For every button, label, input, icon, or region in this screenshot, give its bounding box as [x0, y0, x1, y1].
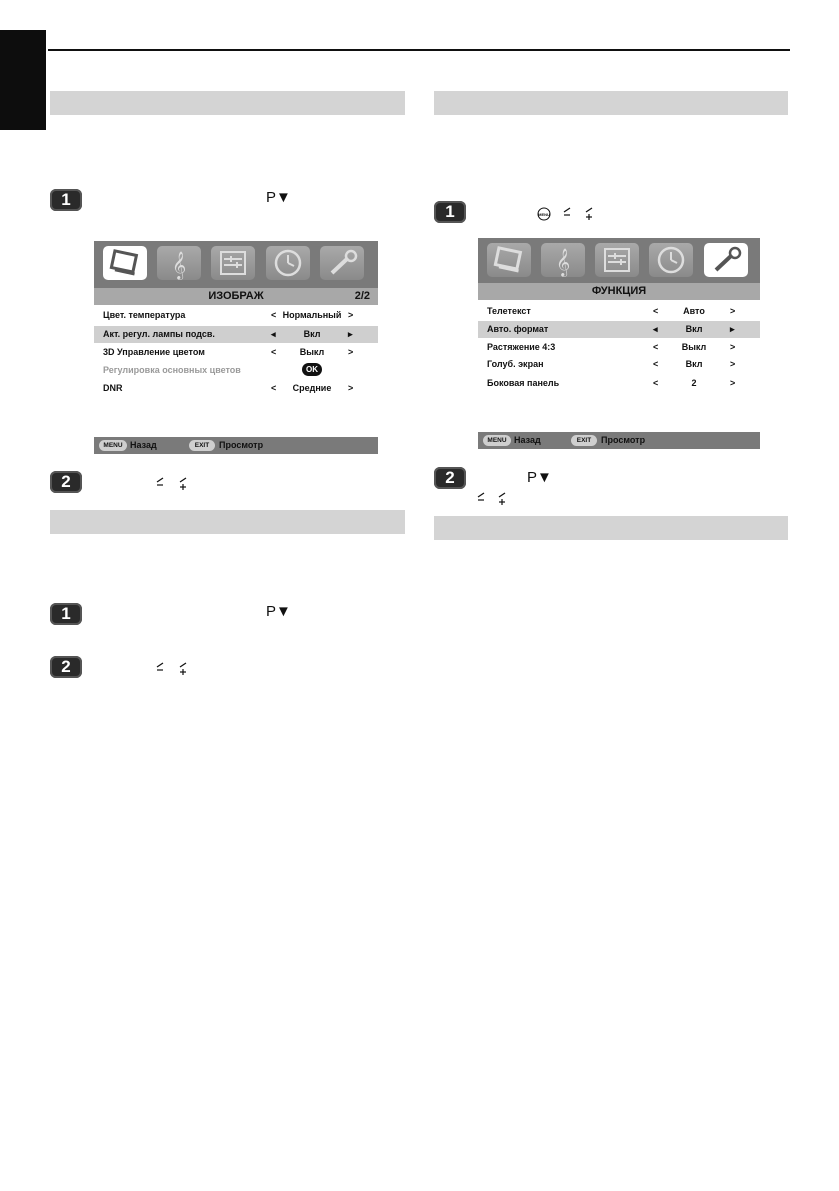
menu-row-color-temperature[interactable]: [94, 307, 378, 324]
row-value: Нормальный: [282, 310, 342, 320]
picture-tab-icon: [487, 243, 531, 277]
back-label: Назад: [130, 440, 157, 450]
volume-down-icon: [156, 477, 165, 491]
row-label: Телетекст: [487, 306, 531, 316]
row-right-arrow[interactable]: >: [730, 378, 736, 388]
setup-tab-icon: [211, 246, 255, 280]
row-right-arrow[interactable]: ▸: [348, 329, 353, 339]
row-label: 3D Управление цветом: [103, 347, 205, 357]
row-label: Цвет. температура: [103, 310, 186, 320]
ok-button-icon[interactable]: OK: [302, 363, 322, 376]
top-rule: [48, 49, 790, 51]
back-label: Назад: [514, 435, 541, 445]
row-label: DNR: [103, 383, 123, 393]
view-label: Просмотр: [219, 440, 264, 450]
step-2-badge: 2: [50, 471, 82, 493]
sound-tab-icon: [541, 243, 585, 277]
row-right-arrow[interactable]: >: [730, 306, 736, 316]
row-left-arrow[interactable]: <: [653, 342, 659, 352]
row-label: Боковая панель: [487, 378, 560, 388]
svg-text:MENU: MENU: [538, 212, 550, 217]
volume-up-icon: [179, 662, 188, 676]
row-left-arrow[interactable]: <: [271, 383, 277, 393]
function-tab-icon: [320, 246, 364, 280]
menu-page-number: 2/2: [354, 290, 370, 302]
menu-key-pill[interactable]: MENU: [99, 440, 127, 451]
menu-row-side-panel[interactable]: [478, 375, 760, 392]
menu-row-blue-screen[interactable]: [478, 356, 760, 373]
row-right-arrow[interactable]: >: [348, 310, 354, 320]
menu-title-bar: [94, 288, 378, 305]
menu-bottom-bar: [94, 437, 378, 454]
row-right-arrow[interactable]: ▸: [730, 324, 735, 334]
row-left-arrow[interactable]: <: [271, 310, 277, 320]
menu-row-3d-color-management[interactable]: [94, 344, 378, 361]
row-right-arrow[interactable]: >: [348, 347, 354, 357]
row-value: 2: [691, 378, 697, 388]
row-value: Средние: [292, 383, 332, 393]
row-left-arrow[interactable]: <: [653, 359, 659, 369]
row-value: Авто: [683, 306, 705, 316]
view-label: Просмотр: [601, 435, 646, 445]
row-left-arrow[interactable]: <: [653, 378, 659, 388]
picture-menu-screenshot: [94, 241, 378, 454]
language-side-tab: [0, 30, 46, 130]
p-down-glyph: P▼: [266, 603, 291, 620]
row-label: Растяжение 4:3: [487, 342, 556, 352]
menu-row-auto-format[interactable]: [478, 321, 760, 338]
row-label: Авто. формат: [487, 324, 549, 334]
section-bar-right-1: [434, 91, 788, 115]
picture-tab-icon: [103, 246, 147, 280]
section-bar-left-2: [50, 510, 405, 534]
setup-tab-icon: [595, 243, 639, 277]
volume-down-icon: [563, 207, 572, 221]
svg-text:𝄞: 𝄞: [172, 251, 187, 279]
menu-row-stretch-4-3[interactable]: [478, 339, 760, 356]
svg-text:𝄞: 𝄞: [556, 248, 571, 276]
function-menu-screenshot: [478, 238, 760, 450]
menu-key-pill[interactable]: MENU: [483, 435, 511, 446]
menu-icon-strip: [478, 238, 760, 283]
menu-bottom-bar: [478, 432, 760, 449]
volume-up-icon: [498, 492, 507, 506]
volume-down-icon: [477, 492, 486, 506]
row-value: Выкл: [299, 347, 325, 357]
step-1-badge-right: 1: [434, 201, 466, 223]
exit-key-pill[interactable]: EXIT: [189, 440, 215, 451]
menu-icon-strip: [94, 241, 378, 288]
row-left-arrow[interactable]: ◂: [271, 329, 276, 339]
p-down-glyph: P▼: [266, 189, 291, 206]
row-value: Вкл: [685, 359, 703, 369]
row-left-arrow[interactable]: <: [653, 306, 659, 316]
section-bar-right-2: [434, 516, 788, 540]
row-label: Голуб. экран: [487, 359, 544, 369]
step-2-badge-second: 2: [50, 656, 82, 678]
row-value: Вкл: [303, 329, 321, 339]
row-label: Регулировка основных цветов: [103, 365, 241, 375]
sound-tab-icon: [157, 246, 201, 280]
volume-up-icon: [585, 207, 594, 221]
menu-row-dnr[interactable]: [94, 380, 378, 397]
p-down-glyph: P▼: [527, 469, 552, 486]
row-value: Вкл: [685, 324, 703, 334]
step-1-badge: 1: [50, 189, 82, 211]
row-label: Акт. регул. лампы подсв.: [103, 329, 215, 339]
step-2-badge-right: 2: [434, 467, 466, 489]
row-value: Выкл: [681, 342, 707, 352]
step-1-badge-second: 1: [50, 603, 82, 625]
volume-down-icon: [156, 662, 165, 676]
timer-tab-icon: [266, 246, 310, 280]
menu-title: ФУНКЦИЯ: [591, 285, 647, 297]
row-left-arrow[interactable]: <: [271, 347, 277, 357]
row-right-arrow[interactable]: >: [730, 359, 736, 369]
menu-button-icon: [537, 207, 551, 221]
volume-up-icon: [179, 477, 188, 491]
menu-row-teletext[interactable]: [478, 303, 760, 320]
timer-tab-icon: [649, 243, 693, 277]
row-left-arrow[interactable]: ◂: [653, 324, 658, 334]
exit-key-pill[interactable]: EXIT: [571, 435, 597, 446]
function-tab-icon: [704, 243, 748, 277]
menu-title-bar: [478, 283, 760, 300]
row-right-arrow[interactable]: >: [730, 342, 736, 352]
menu-row-backlight-lamp[interactable]: [94, 326, 378, 343]
section-bar-left-1: [50, 91, 405, 115]
menu-row-base-color-adjustment[interactable]: [94, 362, 378, 379]
menu-title: ИЗОБРАЖ: [208, 290, 264, 302]
row-right-arrow[interactable]: >: [348, 383, 354, 393]
